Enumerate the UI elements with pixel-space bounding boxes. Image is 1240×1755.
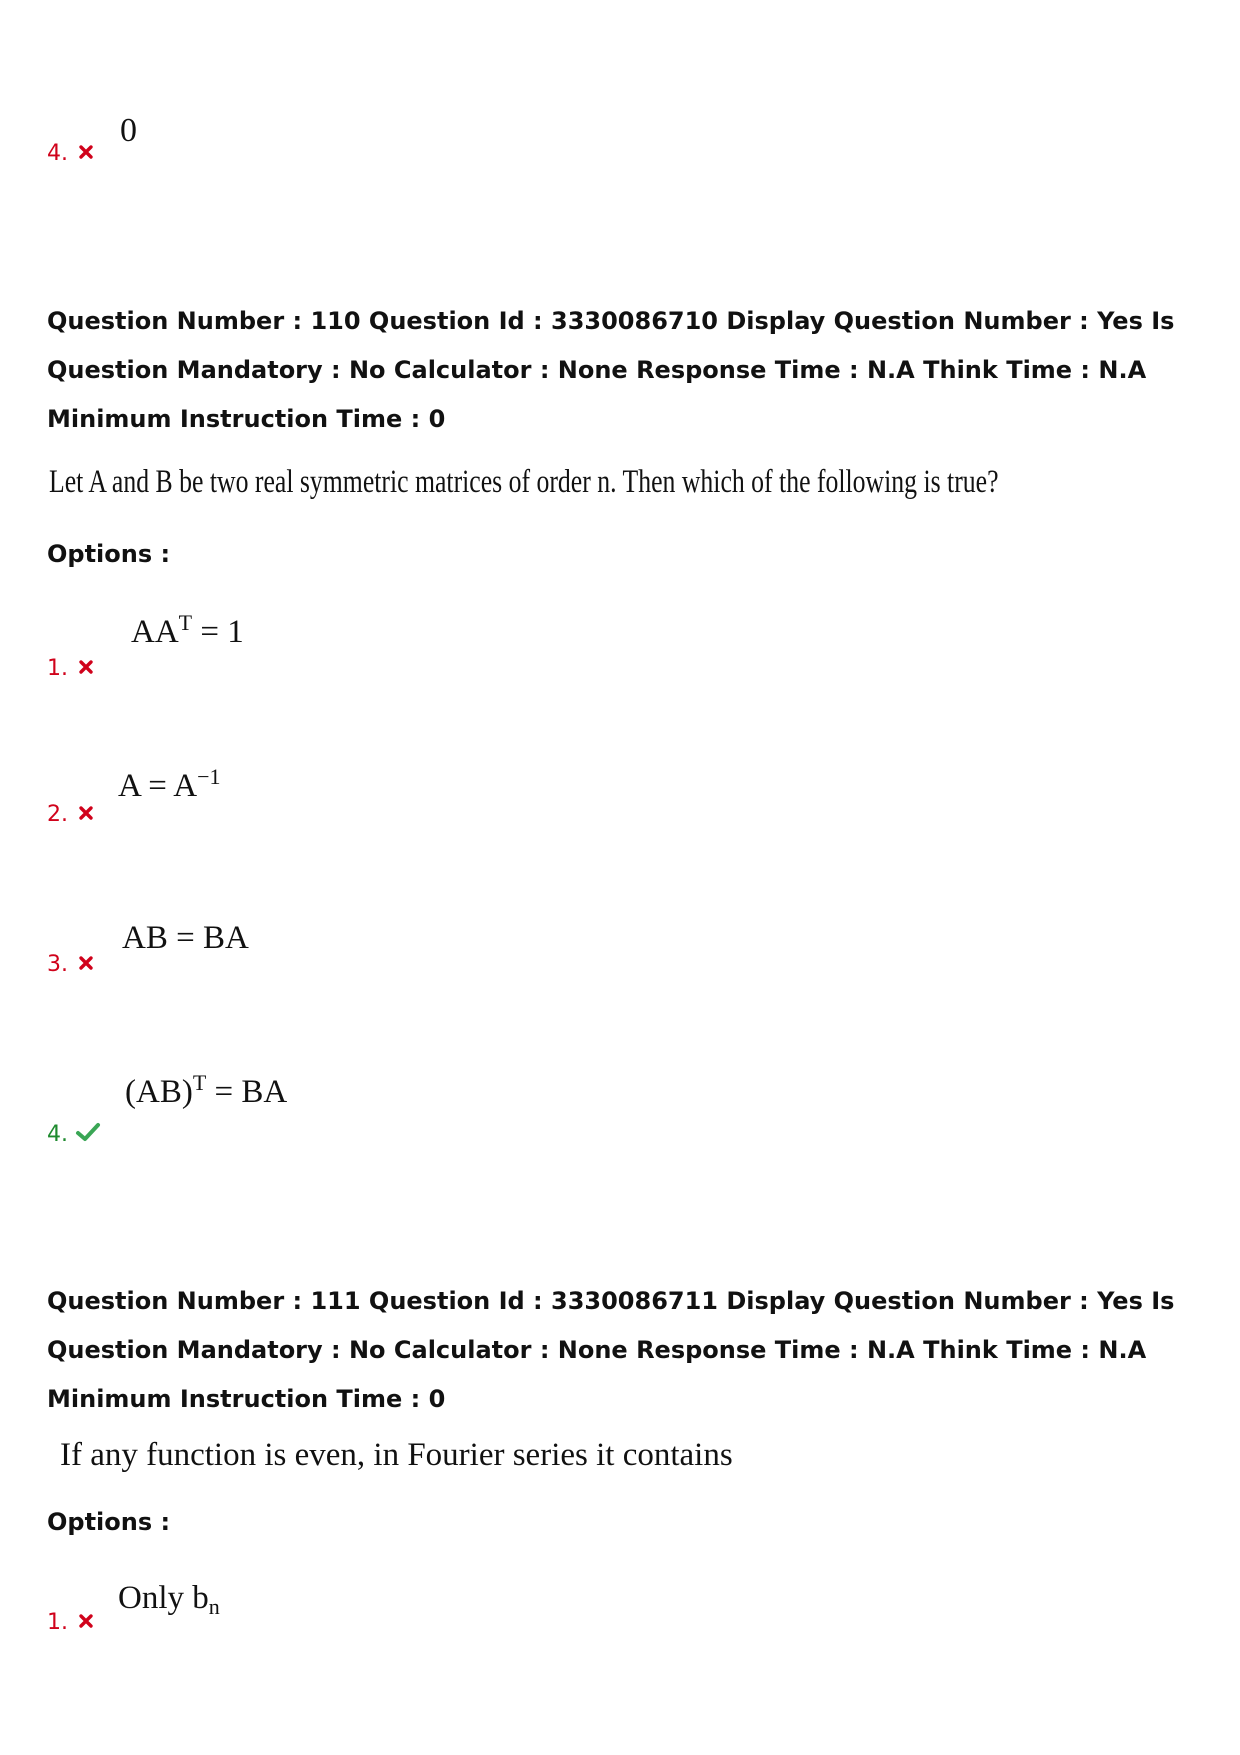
question-110-text: Let A and B be two real symmetric matrices of order n. Then which of the following is true?	[49, 464, 999, 500]
cross-icon	[77, 143, 95, 161]
option-content: AB = BA	[122, 920, 249, 956]
question-111-options-label: Options :	[47, 1508, 171, 1536]
option-number: 4.	[47, 1122, 68, 1147]
math-sup: T	[178, 610, 193, 635]
option-content: 0	[120, 112, 137, 149]
math-sup: −1	[197, 764, 221, 789]
option-number: 3.	[47, 952, 68, 977]
math-lhs: AA	[131, 614, 179, 650]
cross-icon	[77, 1612, 95, 1630]
math-rhs: = BA	[206, 1074, 288, 1110]
option-number: 2.	[47, 802, 68, 827]
math-lhs: A = A	[118, 768, 198, 804]
cross-icon	[77, 658, 95, 676]
question-110-options-label: Options :	[47, 540, 171, 568]
cross-icon	[77, 804, 95, 822]
math-rhs: = 1	[192, 614, 244, 650]
option-number: 1.	[47, 656, 68, 681]
option-content	[118, 1580, 220, 1617]
math-base: Only b	[118, 1580, 209, 1616]
option-content	[131, 610, 244, 651]
math-lhs: (AB)	[125, 1074, 193, 1110]
math-sub: n	[208, 1594, 220, 1619]
question-110-meta: Question Number : 110 Question Id : 3330086710 Display Question Number : Yes Is Question Mandatory : No Calculator : None Response Time : N.A Think Time : N.A Minimum Instruction Time : 0	[47, 307, 1175, 433]
option-content	[125, 1070, 288, 1111]
option-content	[118, 764, 221, 805]
option-number: 1.	[47, 1610, 68, 1635]
question-111-text: If any function is even, in Fourier series it contains	[60, 1437, 733, 1473]
cross-icon	[77, 954, 95, 972]
option-number: 4.	[47, 141, 68, 166]
check-icon	[75, 1121, 101, 1143]
question-111-meta: Question Number : 111 Question Id : 3330086711 Display Question Number : Yes Is Question Mandatory : No Calculator : None Response Time : N.A Think Time : N.A Minimum Instruction Time : 0	[47, 1287, 1175, 1413]
math-sup: T	[192, 1070, 207, 1095]
